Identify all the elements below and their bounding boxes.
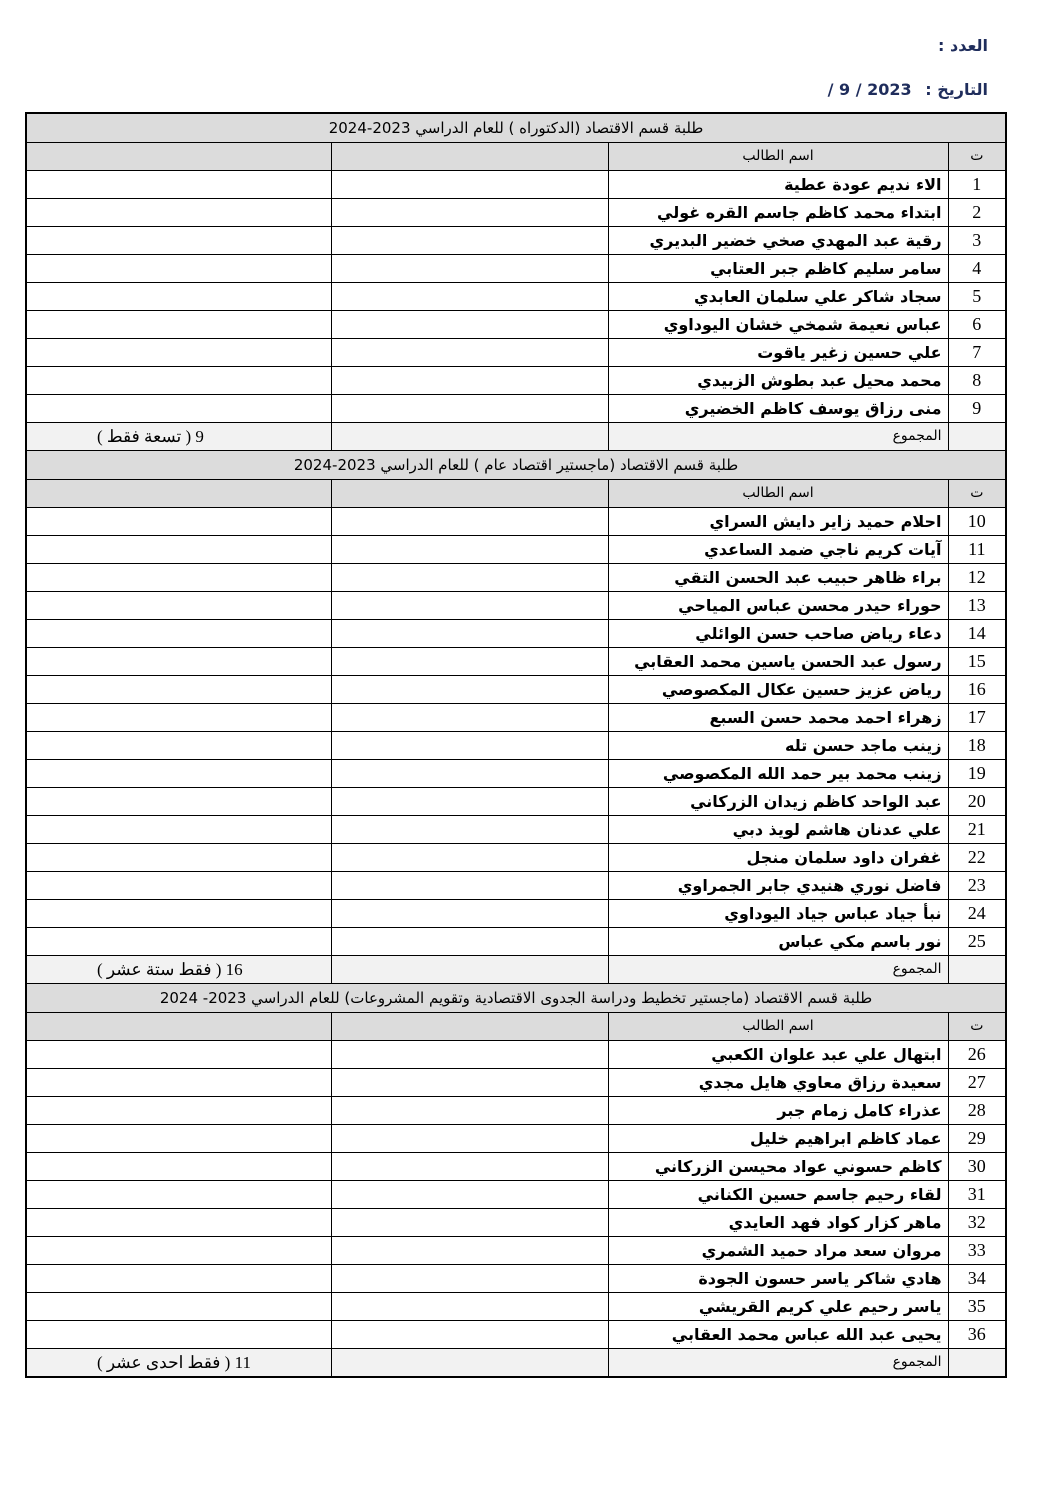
empty-cell bbox=[331, 704, 608, 732]
table-row bbox=[26, 199, 1006, 227]
student-name: زهراء احمد محمد حسن السبع bbox=[608, 704, 948, 732]
total-value: 11 ( فقط احدى عشر ) bbox=[26, 1349, 331, 1378]
student-number: 12 bbox=[948, 564, 1006, 592]
table-row bbox=[26, 760, 1006, 788]
student-number: 8 bbox=[948, 367, 1006, 395]
section-title-row bbox=[26, 451, 1006, 480]
student-name: محمد محيل عبد بطوش الزبيدي bbox=[608, 367, 948, 395]
section-title: طلبة قسم الاقتصاد (ماجستير اقتصاد عام ) للعام الدراسي 2023-2024 bbox=[26, 451, 1006, 480]
empty-cell bbox=[331, 872, 608, 900]
student-number: 24 bbox=[948, 900, 1006, 928]
table-row bbox=[26, 732, 1006, 760]
table-row bbox=[26, 1293, 1006, 1321]
empty-cell bbox=[26, 648, 331, 676]
student-number: 9 bbox=[948, 395, 1006, 423]
column-header-row bbox=[26, 1013, 1006, 1041]
student-number: 18 bbox=[948, 732, 1006, 760]
student-number: 13 bbox=[948, 592, 1006, 620]
empty-cell bbox=[26, 508, 331, 536]
column-header-number: ت bbox=[948, 143, 1006, 171]
column-header-blank bbox=[26, 480, 331, 508]
column-header-blank bbox=[331, 143, 608, 171]
table-row bbox=[26, 339, 1006, 367]
empty-cell bbox=[26, 1265, 331, 1293]
empty-cell bbox=[26, 367, 331, 395]
student-name: عباس نعيمة شمخي خشان اليوداوي bbox=[608, 311, 948, 339]
empty-cell bbox=[331, 900, 608, 928]
student-name: الاء نديم عودة عطية bbox=[608, 171, 948, 199]
student-number: 4 bbox=[948, 255, 1006, 283]
table-row bbox=[26, 1181, 1006, 1209]
student-number: 30 bbox=[948, 1153, 1006, 1181]
empty-cell bbox=[331, 199, 608, 227]
column-header-row bbox=[26, 143, 1006, 171]
table-row bbox=[26, 1321, 1006, 1349]
student-name: سعيدة رزاق معاوي هايل مجدي bbox=[608, 1069, 948, 1097]
student-number: 15 bbox=[948, 648, 1006, 676]
table-row bbox=[26, 1097, 1006, 1125]
document-number-line bbox=[938, 36, 988, 55]
student-number: 20 bbox=[948, 788, 1006, 816]
empty-cell bbox=[331, 620, 608, 648]
student-number: 32 bbox=[948, 1209, 1006, 1237]
total-blank bbox=[948, 1349, 1006, 1378]
student-number: 10 bbox=[948, 508, 1006, 536]
empty-cell bbox=[26, 928, 331, 956]
empty-cell bbox=[26, 676, 331, 704]
table-row bbox=[26, 928, 1006, 956]
total-row bbox=[26, 956, 1006, 984]
column-header-name: اسم الطالب bbox=[608, 1013, 948, 1041]
student-name: رياض عزيز حسين عكال المكصوصي bbox=[608, 676, 948, 704]
empty-cell bbox=[26, 900, 331, 928]
empty-cell bbox=[331, 171, 608, 199]
empty-cell bbox=[331, 508, 608, 536]
empty-cell bbox=[26, 816, 331, 844]
table-row bbox=[26, 283, 1006, 311]
student-name: احلام حميد زاير دايش السراي bbox=[608, 508, 948, 536]
student-number: 2 bbox=[948, 199, 1006, 227]
student-number: 11 bbox=[948, 536, 1006, 564]
table-row bbox=[26, 872, 1006, 900]
empty-cell bbox=[331, 592, 608, 620]
table-row bbox=[26, 816, 1006, 844]
student-name: علي حسين زغير ياقوت bbox=[608, 339, 948, 367]
empty-cell bbox=[26, 536, 331, 564]
empty-cell bbox=[26, 395, 331, 423]
section-title-row bbox=[26, 113, 1006, 143]
student-name: ياسر رحيم علي كريم القريشي bbox=[608, 1293, 948, 1321]
empty-cell bbox=[331, 788, 608, 816]
column-header-name: اسم الطالب bbox=[608, 143, 948, 171]
student-number: 23 bbox=[948, 872, 1006, 900]
student-number: 22 bbox=[948, 844, 1006, 872]
empty-cell bbox=[26, 255, 331, 283]
empty-cell bbox=[331, 1209, 608, 1237]
student-name: عماد كاظم ابراهيم خليل bbox=[608, 1125, 948, 1153]
empty-cell bbox=[331, 760, 608, 788]
empty-cell bbox=[331, 367, 608, 395]
empty-cell bbox=[26, 564, 331, 592]
column-header-blank bbox=[26, 143, 331, 171]
empty-cell bbox=[26, 1181, 331, 1209]
student-name: يحيى عبد الله عباس محمد العقابي bbox=[608, 1321, 948, 1349]
table-row bbox=[26, 1153, 1006, 1181]
empty-cell bbox=[26, 1069, 331, 1097]
total-row bbox=[26, 423, 1006, 451]
empty-cell bbox=[331, 1293, 608, 1321]
table-row bbox=[26, 564, 1006, 592]
student-number: 14 bbox=[948, 620, 1006, 648]
student-number: 36 bbox=[948, 1321, 1006, 1349]
column-header-number: ت bbox=[948, 480, 1006, 508]
empty-cell bbox=[331, 564, 608, 592]
column-header-blank bbox=[26, 1013, 331, 1041]
empty-cell bbox=[331, 1321, 608, 1349]
student-name: نبأ جياد عباس جياد اليوداوي bbox=[608, 900, 948, 928]
empty-cell bbox=[331, 1237, 608, 1265]
student-name: رقية عبد المهدي صخي خضير البديري bbox=[608, 227, 948, 255]
empty-cell bbox=[26, 760, 331, 788]
empty-cell bbox=[331, 956, 608, 984]
empty-cell bbox=[26, 1237, 331, 1265]
empty-cell bbox=[26, 311, 331, 339]
empty-cell bbox=[331, 1349, 608, 1378]
empty-cell bbox=[331, 311, 608, 339]
table-row bbox=[26, 1069, 1006, 1097]
student-number: 28 bbox=[948, 1097, 1006, 1125]
empty-cell bbox=[26, 1293, 331, 1321]
student-name: نور باسم مكي عباس bbox=[608, 928, 948, 956]
student-name: مروان سعد مراد حميد الشمري bbox=[608, 1237, 948, 1265]
column-header-blank bbox=[331, 480, 608, 508]
empty-cell bbox=[331, 1125, 608, 1153]
empty-cell bbox=[26, 1321, 331, 1349]
table-row bbox=[26, 311, 1006, 339]
empty-cell bbox=[331, 928, 608, 956]
student-name: فاضل نوري هنيدي جابر الجمراوي bbox=[608, 872, 948, 900]
student-name: غفران داود سلمان منجل bbox=[608, 844, 948, 872]
empty-cell bbox=[331, 1097, 608, 1125]
table-row bbox=[26, 844, 1006, 872]
table-row bbox=[26, 367, 1006, 395]
total-label: المجموع bbox=[608, 1349, 948, 1378]
total-value: 16 ( فقط ستة عشر ) bbox=[26, 956, 331, 984]
table-row bbox=[26, 1237, 1006, 1265]
table-row bbox=[26, 1265, 1006, 1293]
table-row bbox=[26, 788, 1006, 816]
column-header-name: اسم الطالب bbox=[608, 480, 948, 508]
column-header-blank bbox=[331, 1013, 608, 1041]
section-title-row bbox=[26, 984, 1006, 1013]
student-name: دعاء رياض صاحب حسن الوائلي bbox=[608, 620, 948, 648]
student-name: آيات كريم ناجي ضمد الساعدي bbox=[608, 536, 948, 564]
student-number: 27 bbox=[948, 1069, 1006, 1097]
empty-cell bbox=[26, 592, 331, 620]
empty-cell bbox=[26, 339, 331, 367]
empty-cell bbox=[26, 788, 331, 816]
student-name: منى رزاق يوسف كاظم الخضيري bbox=[608, 395, 948, 423]
empty-cell bbox=[331, 339, 608, 367]
empty-cell bbox=[26, 844, 331, 872]
student-number: 17 bbox=[948, 704, 1006, 732]
student-name: هادي شاكر ياسر حسون الجودة bbox=[608, 1265, 948, 1293]
empty-cell bbox=[331, 255, 608, 283]
table-row bbox=[26, 592, 1006, 620]
students-table bbox=[25, 112, 1007, 1378]
empty-cell bbox=[331, 1181, 608, 1209]
table-row bbox=[26, 1209, 1006, 1237]
student-name: زينب ماجد حسن تله bbox=[608, 732, 948, 760]
student-number: 31 bbox=[948, 1181, 1006, 1209]
table-row bbox=[26, 227, 1006, 255]
total-row bbox=[26, 1349, 1006, 1378]
table-row bbox=[26, 171, 1006, 199]
empty-cell bbox=[26, 1041, 331, 1069]
empty-cell bbox=[331, 1069, 608, 1097]
empty-cell bbox=[26, 872, 331, 900]
table-row bbox=[26, 1125, 1006, 1153]
student-number: 35 bbox=[948, 1293, 1006, 1321]
empty-cell bbox=[26, 1125, 331, 1153]
table-row bbox=[26, 395, 1006, 423]
empty-cell bbox=[331, 1153, 608, 1181]
student-number: 29 bbox=[948, 1125, 1006, 1153]
student-name: عبد الواحد كاظم زيدان الزركاني bbox=[608, 788, 948, 816]
student-name: سامر سليم كاظم جبر العتابي bbox=[608, 255, 948, 283]
empty-cell bbox=[26, 732, 331, 760]
student-number: 7 bbox=[948, 339, 1006, 367]
student-name: لقاء رحيم جاسم حسين الكناني bbox=[608, 1181, 948, 1209]
empty-cell bbox=[331, 648, 608, 676]
empty-cell bbox=[331, 732, 608, 760]
table-row bbox=[26, 255, 1006, 283]
empty-cell bbox=[331, 227, 608, 255]
total-value: 9 ( تسعة فقط ) bbox=[26, 423, 331, 451]
table-row bbox=[26, 648, 1006, 676]
student-number: 25 bbox=[948, 928, 1006, 956]
student-name: حوراء حيدر محسن عباس المياحي bbox=[608, 592, 948, 620]
student-number: 34 bbox=[948, 1265, 1006, 1293]
student-number: 33 bbox=[948, 1237, 1006, 1265]
empty-cell bbox=[331, 676, 608, 704]
empty-cell bbox=[26, 199, 331, 227]
empty-cell bbox=[26, 283, 331, 311]
student-name: كاظم حسوني عواد محيسن الزركاني bbox=[608, 1153, 948, 1181]
empty-cell bbox=[26, 1097, 331, 1125]
table-row bbox=[26, 1041, 1006, 1069]
student-name: سجاد شاكر علي سلمان العابدي bbox=[608, 283, 948, 311]
column-header-number: ت bbox=[948, 1013, 1006, 1041]
document-date-value: / 9 / 2023 bbox=[827, 80, 912, 99]
table-row bbox=[26, 900, 1006, 928]
student-number: 21 bbox=[948, 816, 1006, 844]
table-row bbox=[26, 508, 1006, 536]
total-blank bbox=[948, 956, 1006, 984]
student-number: 26 bbox=[948, 1041, 1006, 1069]
empty-cell bbox=[26, 227, 331, 255]
section-title: طلبة قسم الاقتصاد (ماجستير تخطيط ودراسة الجدوى الاقتصادية وتقويم المشروعات) للعام الدراسي 2023- 2024 bbox=[26, 984, 1006, 1013]
empty-cell bbox=[26, 704, 331, 732]
empty-cell bbox=[26, 1209, 331, 1237]
document-date-line bbox=[828, 80, 988, 99]
empty-cell bbox=[331, 283, 608, 311]
student-name: براء ظاهر حبيب عبد الحسن التقي bbox=[608, 564, 948, 592]
table-row bbox=[26, 704, 1006, 732]
empty-cell bbox=[331, 536, 608, 564]
student-name: ابتهال علي عبد علوان الكعبي bbox=[608, 1041, 948, 1069]
student-number: 3 bbox=[948, 227, 1006, 255]
empty-cell bbox=[331, 1041, 608, 1069]
empty-cell bbox=[331, 423, 608, 451]
empty-cell bbox=[26, 620, 331, 648]
section-title: طلبة قسم الاقتصاد (الدكتوراه ) للعام الدراسي 2023-2024 bbox=[26, 113, 1006, 143]
empty-cell bbox=[26, 1153, 331, 1181]
total-blank bbox=[948, 423, 1006, 451]
table-row bbox=[26, 620, 1006, 648]
empty-cell bbox=[331, 816, 608, 844]
document-date-label: التاريخ : bbox=[925, 80, 988, 99]
table-row bbox=[26, 676, 1006, 704]
table-row bbox=[26, 536, 1006, 564]
student-name: رسول عبد الحسن ياسين محمد العقابي bbox=[608, 648, 948, 676]
student-number: 5 bbox=[948, 283, 1006, 311]
total-label: المجموع bbox=[608, 956, 948, 984]
student-name: ماهر كزار كواد فهد العايدي bbox=[608, 1209, 948, 1237]
empty-cell bbox=[331, 395, 608, 423]
empty-cell bbox=[331, 844, 608, 872]
student-name: ابتداء محمد كاظم جاسم القره غولي bbox=[608, 199, 948, 227]
column-header-row bbox=[26, 480, 1006, 508]
student-name: علي عدنان هاشم لويذ دبي bbox=[608, 816, 948, 844]
document-number-label: العدد : bbox=[938, 36, 988, 55]
student-number: 19 bbox=[948, 760, 1006, 788]
student-number: 1 bbox=[948, 171, 1006, 199]
student-name: عذراء كامل زمام جبر bbox=[608, 1097, 948, 1125]
student-name: زينب محمد بير حمد الله المكصوصي bbox=[608, 760, 948, 788]
student-number: 6 bbox=[948, 311, 1006, 339]
total-label: المجموع bbox=[608, 423, 948, 451]
empty-cell bbox=[331, 1265, 608, 1293]
student-number: 16 bbox=[948, 676, 1006, 704]
empty-cell bbox=[26, 171, 331, 199]
